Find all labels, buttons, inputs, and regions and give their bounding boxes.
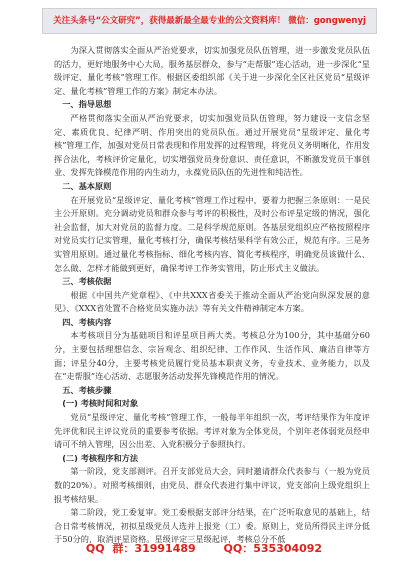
subheading-time-and-object: (一) 考核时间和对象 <box>62 398 139 409</box>
document-body <box>54 44 370 547</box>
qq-number-text: QQ：535304092 <box>223 542 323 555</box>
section-heading-guiding-ideology: 一、指导思想 <box>62 99 112 110</box>
contact-footer <box>0 540 408 556</box>
paragraph-assessment-content: 本考核项目分为基础项目和评星项目两大类。考核总分为100分，其中基础分60分，主要包括理想信念、宗旨观念、组织纪律、工作作风、生活作风、廉洁自律等方面；评星分40分，主要考核党员履行党员基本职责义务，专业技术、业务能力，以及在“走帮服”连心活动、志愿服务活动发挥先锋模范作用的情况。 <box>54 330 370 382</box>
paragraph-guiding-ideology: 严格贯彻落实全面从严治党要求，切实加强党员队伍管理，努力建设一支信念坚定、素质优良、纪律严明、作用突出的党员队伍。通过开展党员“星级评定、量化考核”管理工作，加强对党员日常表现和作用发挥的过程管理，将党员义务明晰化，作用发挥合法化，考核评价定量化，切实增强党员身份意识、责任意识，不断激发党员干事创业、发挥先锋模范作用的内生动力，永葆党员队伍的先进性和纯洁性。 <box>54 112 370 178</box>
paragraph-assessment-basis: 根据《中国共产党章程》、《中共XXX省委关于推动全面从严治党向纵深发展的意见》、《XXX省处置不合格党员实施办法》等有关文件精神制定本方案。 <box>54 289 370 314</box>
paragraph-basic-principles: 在开展党员“星级评定、量化考核”管理工作过程中，要着力把握三条原则：一是民主公开原则。充分调动党员和群众参与考评的积极性，及时公布评星定级的情况，强化社会监督，加大对党员的监督力度。二是科学规范原则。各基层党组织应严格按照程序对党员实行记实管理，量化考核打分，确保考核结果科学有效公正，规范有序。三是务实管用原则。通过量化考核指标、细化考核内容、简化考核程序，明确党员该做什么、怎么做、怎样才能做到更好，确保考评工作务实管用，防止形式主义做法。 <box>54 194 370 273</box>
paragraph-time-and-object: 党员“星级评定、量化考核”管理工作，一般每半年组织一次，考评结果作为年度评先评优和民主评议党员的重要参考依据。考评对象为全体党员，个别年老体弱党员经申请可不纳入管理，因公出差、入党积极分子参照执行。 <box>54 412 370 450</box>
subheading-procedure-and-method: (二) 考核程序和方法 <box>62 452 139 463</box>
promo-banner <box>42 8 377 34</box>
promo-banner-text: 关注头条号“公文研究”，获得最新最全最专业的公文资料库！ 微信：gongwenyj <box>53 16 366 26</box>
section-heading-assessment-basis: 三、考核依据 <box>62 276 112 287</box>
qq-group-text: QQ 群：31991489 <box>85 542 196 555</box>
intro-paragraph: 为深入贯彻落实全面从严治党要求，切实加强党员队伍管理，进一步激发党员队伍的活力，更好地服务中心大局，服务基层群众，参与“走帮服”连心活动，进一步深化“星级评定、量化考核”管理工作。根据区委组织部《关于进一步深化全区社区党员“星级评定、量化考核”管理工作的方案》制定本办法。 <box>54 45 370 96</box>
section-heading-assessment-content: 四、考核内容 <box>62 316 112 327</box>
section-heading-assessment-steps: 五、考核步骤 <box>62 384 112 395</box>
paragraph-stage-one: 第一阶段，党支部测评。召开支部党员大会，同时邀请群众代表参与（一般为党员数的20%）。对照考核细则，由党员、群众代表进行集中评议，党支部向上级党组织上报考核结果。 <box>54 466 370 504</box>
section-heading-basic-principles: 二、基本原则 <box>62 180 112 191</box>
paragraph-stage-two: 第二阶段，党工委复审。党工委根据支部评分结果，在广泛听取意见的基础上，结合日常考核情况，初拟星级党员人选并上报党（工）委。原则上，党员所得民主评分低于50分的，取消评星资格。星级评定三星级起评，考核总分不低 <box>54 507 370 545</box>
